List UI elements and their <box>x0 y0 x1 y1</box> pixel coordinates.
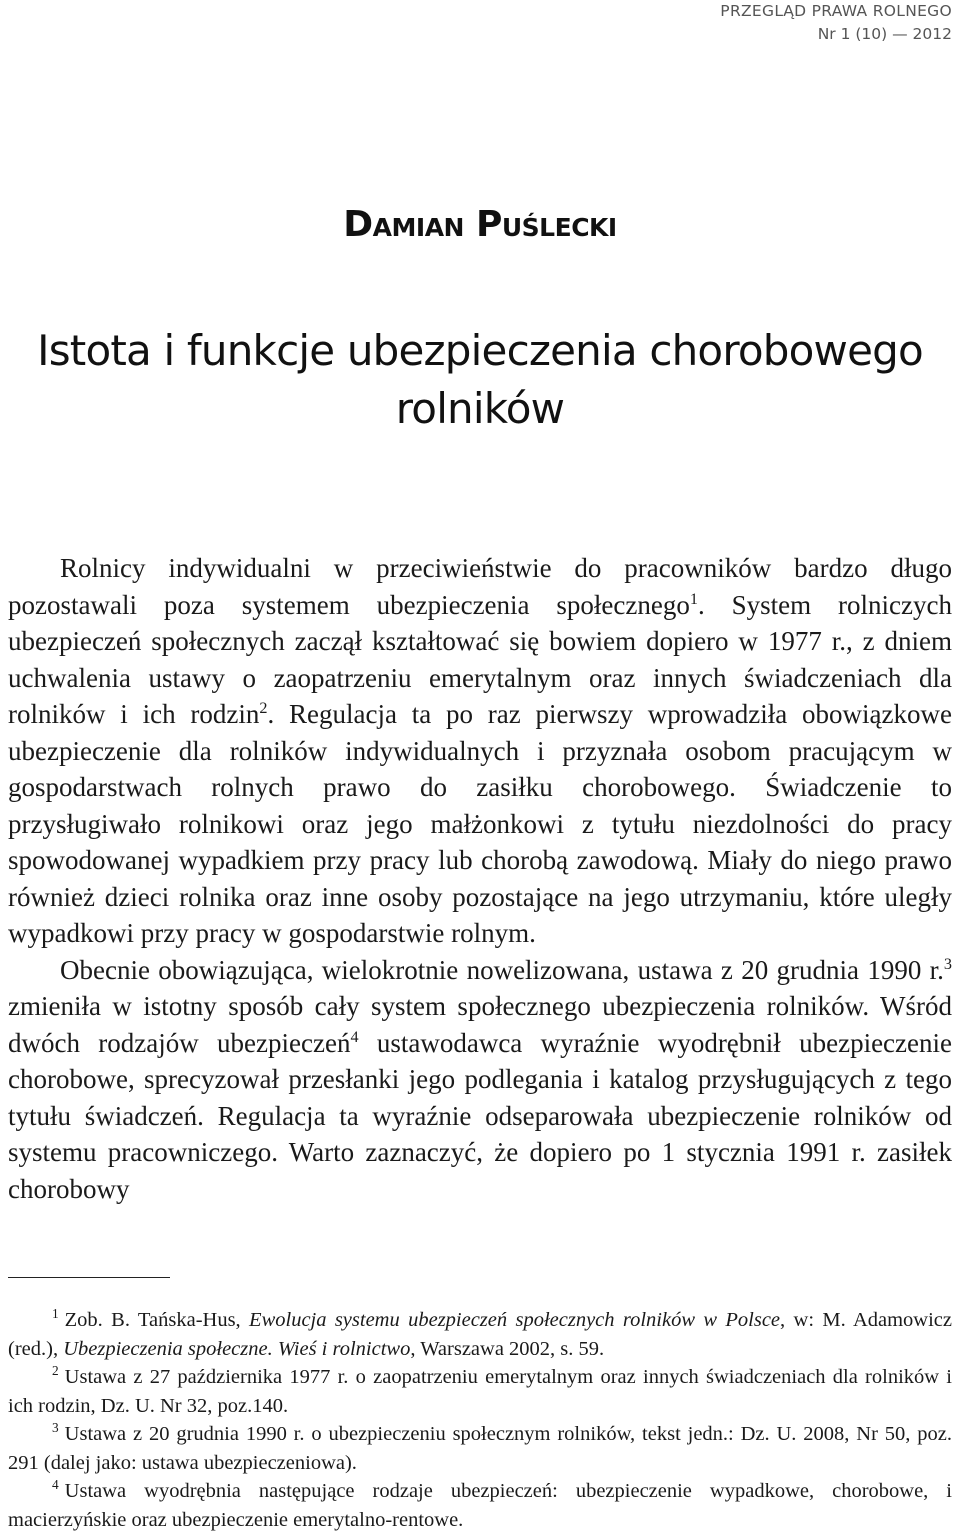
paragraph-1-text-a: Rolnicy indywidualni w przeciwieństwie do pracowników bardzo długo pozostawali poza systemem ubezpieczenia społecznego <box>8 553 952 620</box>
footnote-1-text-b: , w: M. Adamowicz (red.), <box>8 1309 952 1360</box>
issue-number: Nr 1 (10) — 2012 <box>817 25 952 43</box>
article-body <box>8 550 952 1207</box>
footnote-1 <box>8 1306 952 1363</box>
footnote-3-mark: 3 <box>52 1420 59 1436</box>
paragraph-2-text-b: zmieniła w istotny sposób cały system społecznego ubezpieczenia rolników. Wśród dwóch rodzajów ubezpieczeń <box>8 991 952 1058</box>
footnote-4-text: Ustawa wyodrębnia następujące rodzaje ubezpieczeń: ubezpieczenie wypadkowe, chorobowe, i macierzyńskie oraz ubezpieczenie emerytalno-rentowe. <box>8 1480 952 1531</box>
paragraph-1-text-b: . System rolniczych ubezpieczeń społecznych zaczął kształtować się bowiem dopiero w 1977 r., z dniem uchwalenia ustawy o zaopatrzeniu emerytalnym oraz innych świadczeniach dla rolników i ich rodzin <box>8 589 952 729</box>
footnotes <box>8 1306 952 1534</box>
footnote-1-title-1: Ewolucja systemu ubezpieczeń społecznych rolników w Polsce <box>249 1309 781 1331</box>
article-title <box>30 322 930 438</box>
paragraph-1-text-c: . Regulacja ta po raz pierwszy wprowadziła obowiązkowe ubezpieczenie dla rolników indywidualnych i przyznała osobom pracującym w gospodarstwach rolnych prawo do zasiłku chorobowego. Świadczenie to przysługiwało rolnikowi oraz jego małżonkowi z tytułu niezdolności do pracy spowodowanej wypadkiem przy pracy lub chorobą zawodową. Miały do niego prawo również dzieci rolnika oraz inne osoby pozostające na jego utrzymaniu, które uległy wypadkowi przy pracy w gospodarstwie rolnym. <box>8 699 952 948</box>
footnote-3 <box>8 1420 952 1477</box>
author-name: Damian Puślecki <box>343 204 617 245</box>
paragraph-2-text-c: ustawodawca wyraźnie wyodrębnił ubezpieczenie chorobowe, sprecyzował przesłanki jego podlegania i katalog przysługujących z tego tytułu świadczeń. Regulacja ta wyraźnie odseparowała ubezpieczenie rolników od systemu pracowniczego. Warto zaznaczyć, że dopiero po 1 stycznia 1991 r. zasiłek chorobowy <box>8 1027 952 1204</box>
footnote-ref-4[interactable]: 4 <box>350 1027 359 1046</box>
footnote-1-text-c: , Warszawa 2002, s. 59. <box>410 1337 605 1360</box>
footnote-ref-2[interactable]: 2 <box>259 699 268 717</box>
footnote-ref-3[interactable]: 3 <box>943 954 952 973</box>
footnote-4 <box>8 1477 952 1534</box>
paragraph-1 <box>8 550 952 952</box>
article-title-line-1: Istota i funkcje ubezpieczenia chorobowego <box>37 326 923 375</box>
paragraph-2 <box>8 952 952 1208</box>
footnote-2 <box>8 1363 952 1420</box>
article-title-line-2: rolników <box>395 384 565 433</box>
footnote-3-text: Ustawa z 20 grudnia 1990 r. o ubezpieczeniu społecznym rolników, tekst jedn.: Dz. U. 2008, Nr 50, poz. 291 (dalej jako: ustawa ubezpieczeniowa). <box>8 1423 952 1474</box>
paragraph-2-text-a: Obecnie obowiązująca, wielokrotnie nowelizowana, ustawa z 20 grudnia 1990 r. <box>60 954 944 985</box>
footnote-1-mark: 1 <box>52 1306 59 1322</box>
footnote-ref-1[interactable]: 1 <box>689 589 698 608</box>
journal-name: PRZEGLĄD PRAWA ROLNEGO <box>720 2 952 20</box>
footnote-separator <box>8 1277 170 1278</box>
running-head <box>720 0 952 46</box>
footnote-1-text-a: Zob. B. Tańska-Hus, <box>64 1309 250 1331</box>
footnote-2-text: Ustawa z 27 października 1977 r. o zaopatrzeniu emerytalnym oraz innych świadczeniach dla rolników i ich rodzin, Dz. U. Nr 32, poz.140. <box>8 1366 952 1417</box>
footnote-4-mark: 4 <box>52 1477 59 1493</box>
footnote-2-mark: 2 <box>52 1363 59 1379</box>
footnote-1-title-2: Ubezpieczenia społeczne. Wieś i rolnictwo <box>63 1337 411 1360</box>
